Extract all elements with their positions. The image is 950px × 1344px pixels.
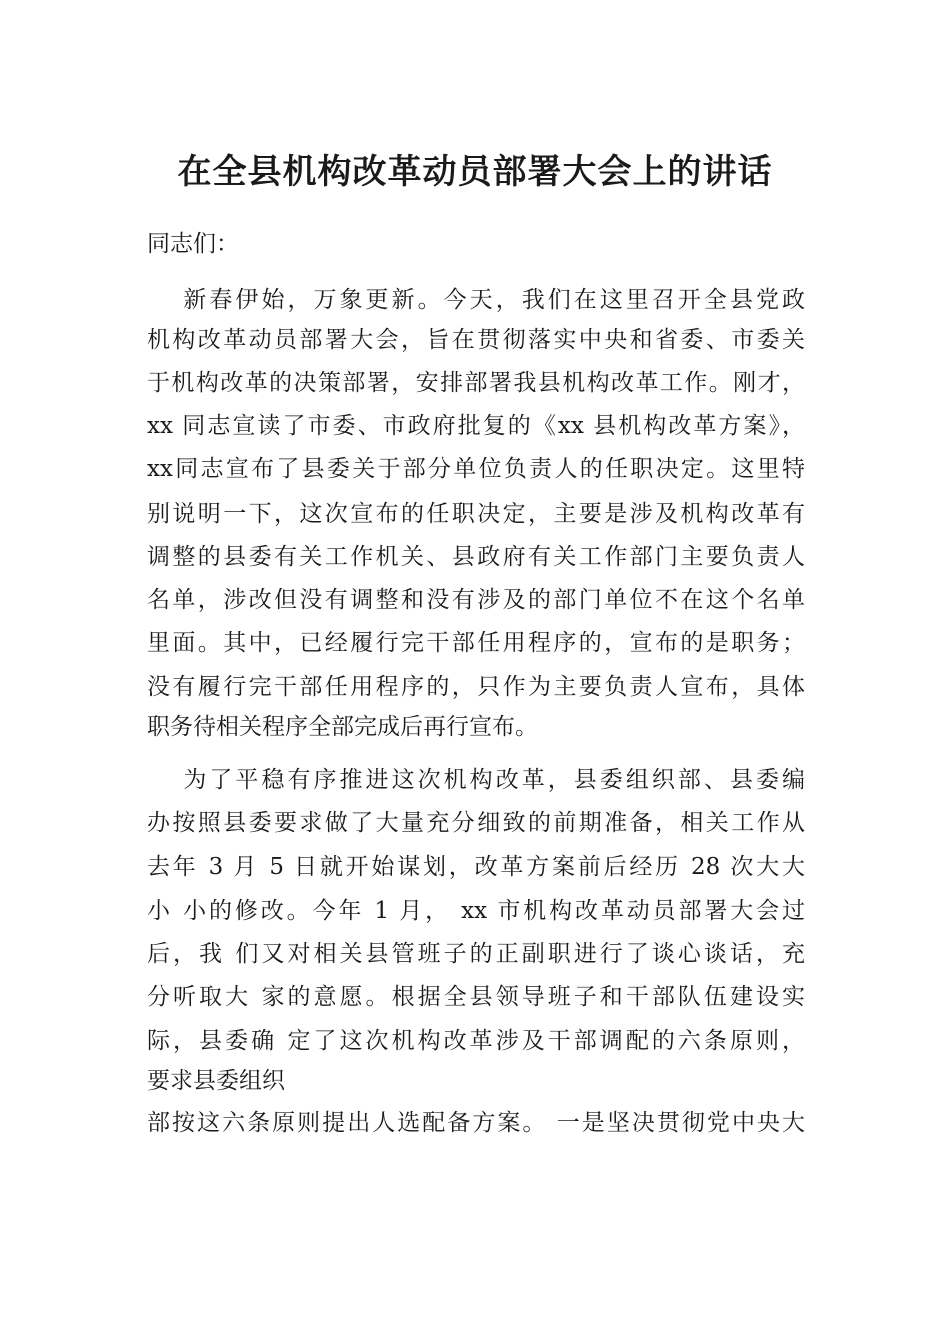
text-line: 于机构改革的决策部署，安排部署我县机构改革工作。刚才， [147,370,805,396]
text-line: 办按照县委要求做了大量充分细致的前期准备，相关工作从 [147,810,805,836]
text-line: 调整的县委有关工作机关、县政府有关工作部门主要负责人 [147,544,805,570]
text-line: 小 小的修改。今年 1 月， xx 市机构改革动员部署大会过 [147,898,805,924]
text-line: 去年 3 月 5 日就开始谋划，改革方案前后经历 28 次大大 [147,854,805,880]
text-line: 后，我 们又对相关县管班子的正副职进行了谈心谈话，充 [147,941,805,967]
text-line: 新春伊始，万象更新。今天，我们在这里召开全县党政 [147,287,805,313]
text-line: 要求县委组织 [147,1068,285,1094]
text-line: 里面。其中，已经履行完干部任用程序的，宣布的是职务； [147,630,805,656]
text-line: 别说明一下，这次宣布的任职决定，主要是涉及机构改革有 [147,501,805,527]
text-line: 职务待相关程序全部完成后再行宣布。 [147,714,538,740]
salutation: 同志们： [147,231,239,257]
text-line: 为了平稳有序推进这次机构改革，县委组织部、县委编 [147,767,805,793]
text-line: 机构改革动员部署大会，旨在贯彻落实中央和省委、市委关 [147,327,805,353]
text-line: 际，县委确 定了这次机构改革涉及干部调配的六条原则， [147,1028,805,1054]
text-line: 分听取大 家的意愿。根据全县领导班子和干部队伍建设实 [147,984,805,1010]
document-title: 在全县机构改革动员部署大会上的讲话 [177,152,773,192]
text-line: xx同志宣布了县委关于部分单位负责人的任职决定。这里特 [147,456,805,482]
text-line: 名单，涉改但没有调整和没有涉及的部门单位不在这个名单 [147,587,805,613]
text-line: 没有履行完干部任用程序的，只作为主要负责人宣布，具体 [147,674,805,700]
text-line: 部按这六条原则提出人选配备方案。 一是坚决贯彻党中央大 [147,1110,805,1136]
text-line: xx 同志宣读了市委、市政府批复的《xx 县机构改革方案》， [147,413,805,439]
